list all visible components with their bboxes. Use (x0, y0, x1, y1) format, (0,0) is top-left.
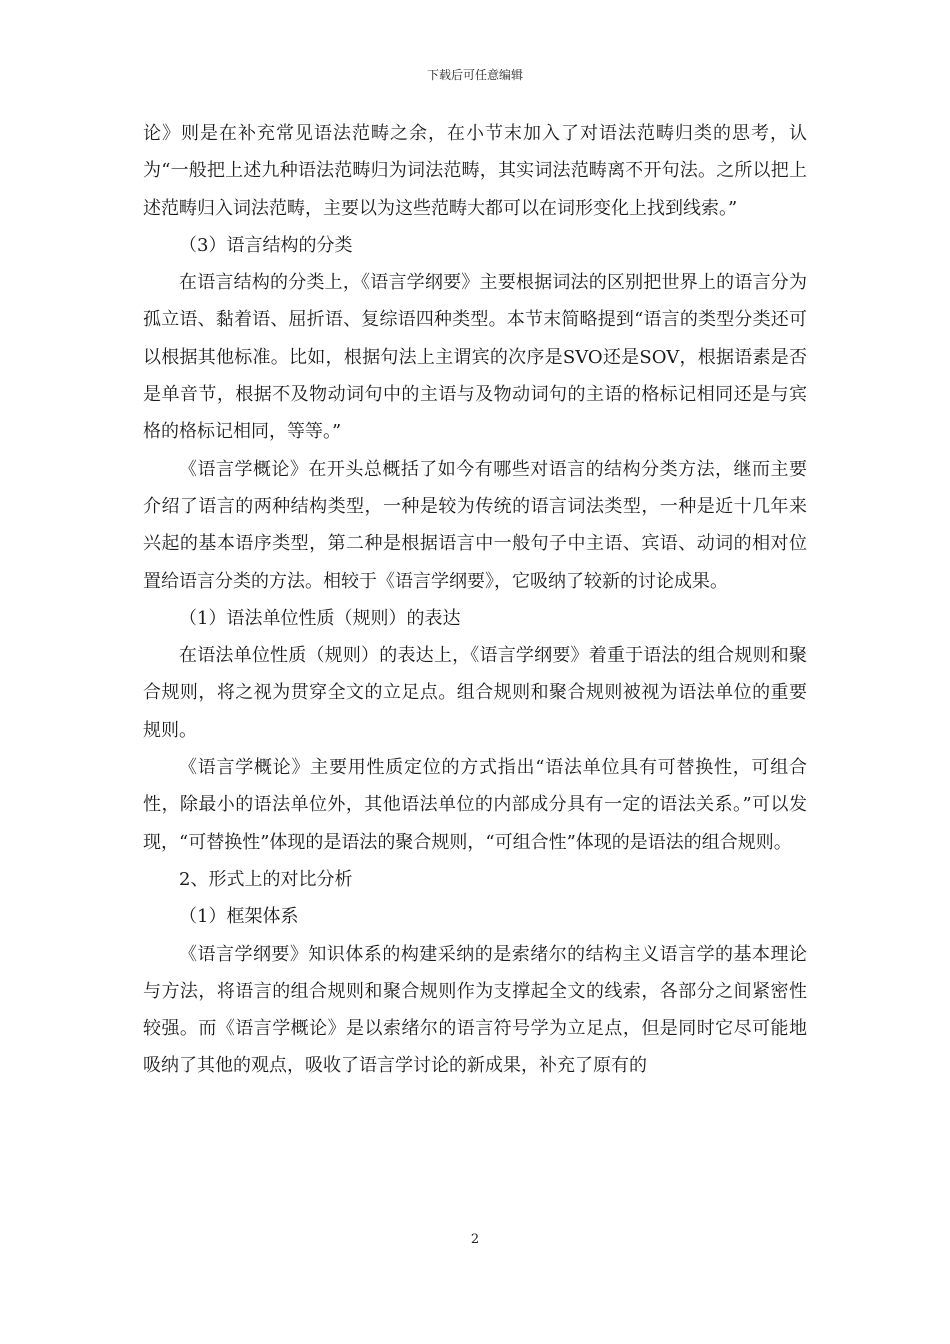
section-heading: （1）语法单位性质（规则）的表达 (179, 607, 461, 629)
page-number: 2 (470, 1232, 480, 1247)
section-heading: 2、形式上的对比分析 (179, 868, 353, 890)
body-text (143, 115, 807, 1085)
paragraph: 论》则是在补充常见语法范畴之余，在小节末加入了对语法范畴归类的思考，认为“一般把上述九种语法范畴归为词法范畴，其实词法范畴离不开句法。之所以把上述范畴归入词法范畴，主要以为这些范畴大都可以在词形变化上找到线索。” (143, 123, 807, 219)
paragraph: 《语言学纲要》知识体系的构建采纳的是索绪尔的结构主义语言学的基本理论与方法，将语言的组合规则和聚合规则作为支撑起全文的线索，各部分之间紧密性较强。而《语言学概论》是以索绪尔的语言符号学为立足点，但是同时它尽可能地吸纳了其他的观点，吸收了语言学讨论的新成果，补充了原有的 (143, 943, 807, 1077)
section-heading: （1）框架体系 (179, 906, 299, 928)
section-heading: （3）语言结构的分类 (179, 234, 353, 256)
paragraph: 《语言学概论》在开头总概括了如今有哪些对语言的结构分类方法，继而主要介绍了语言的两种结构类型，一种是较为传统的语言词法类型，一种是近十几年来兴起的基本语序类型，第二种是根据语言中一般句子中主语、宾语、动词的相对位置给语言分类的方法。相较于《语言学纲要》，它吸纳了较新的讨论成果。 (143, 458, 807, 592)
paragraph: 《语言学概论》主要用性质定位的方式指出“语法单位具有可替换性，可组合性，除最小的语法单位外，其他语法单位的内部成分具有一定的语法关系。”可以发现，“可替换性”体现的是语法的聚合规则，“可组合性”体现的是语法的组合规则。 (143, 757, 807, 853)
page-header: 下载后可任意编辑 (426, 68, 523, 82)
paragraph: 在语言结构的分类上，《语言学纲要》主要根据词法的区别把世界上的语言分为孤立语、黏着语、屈折语、复综语四种类型。本节末简略提到“语言的类型分类还可以根据其他标准。比如，根据句法上主谓宾的次序是SVO还是SOV，根据语素是否是单音节，根据不及物动词句中的主语与及物动词句的主语的格标记相同还是与宾格的格标记相同，等等。” (143, 272, 807, 443)
paragraph: 在语法单位性质（规则）的表达上，《语言学纲要》着重于语法的组合规则和聚合规则，将之视为贯穿全文的立足点。组合规则和聚合规则被视为语法单位的重要规则。 (143, 645, 807, 741)
